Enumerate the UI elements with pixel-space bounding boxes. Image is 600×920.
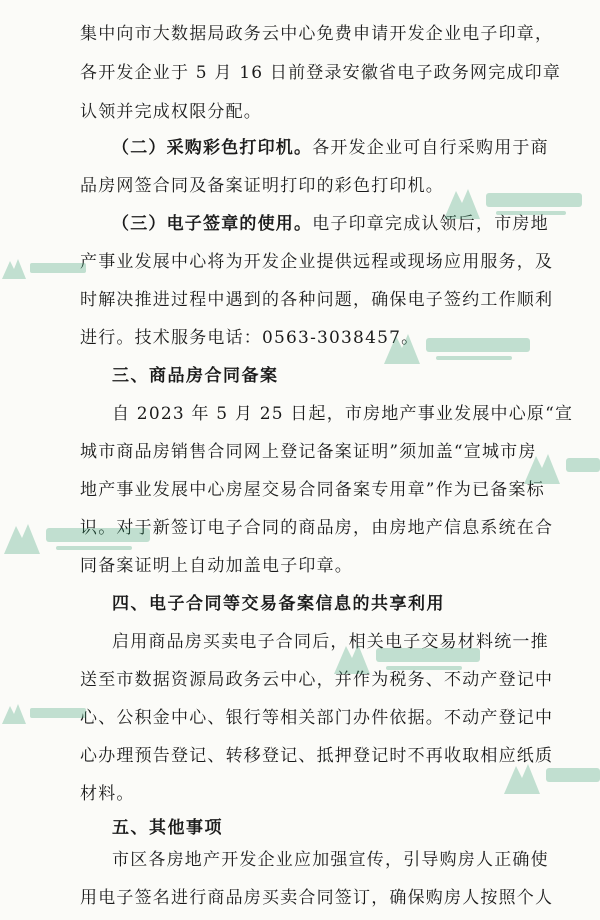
paragraph-line: 用电子签名进行商品房买卖合同签订，确保购房人按照个人 [80, 888, 554, 908]
paragraph-line: 城市商品房销售合同网上登记备案证明”须加盖“宣城市房 [80, 442, 537, 462]
section-lead: （三）电子签章的使用。 [112, 214, 313, 234]
section-heading: 三、商品房合同备案 [112, 366, 279, 386]
section-heading: 四、电子合同等交易备案信息的共享利用 [112, 594, 445, 614]
section-heading: 五、其他事项 [112, 818, 223, 838]
paragraph-line: 材料。 [80, 784, 135, 804]
paragraph-line: 品房网签合同及备案证明打印的彩色打印机。 [80, 176, 444, 196]
paragraph-line: 产事业发展中心将为开发企业提供远程或现场应用服务，及 [80, 252, 554, 272]
paragraph-line: （三）电子签章的使用。电子印章完成认领后，市房地 [112, 214, 549, 234]
paragraph-line: 启用商品房买卖电子合同后，相关电子交易材料统一推 [112, 632, 549, 652]
watermark-logo [0, 700, 90, 728]
section-lead: （二）采购彩色打印机。 [112, 138, 313, 158]
paragraph-line: 时解决推进过程中遇到的各种问题，确保电子签约工作顺利 [80, 290, 554, 310]
paragraph-line: 心、公积金中心、银行等相关部门办件依据。不动产登记中 [80, 708, 554, 728]
paragraph-line: 同备案证明上自动加盖电子印章。 [80, 556, 353, 576]
paragraph-line: 各开发企业于 5 月 16 日前登录安徽省电子政务网完成印章 [80, 63, 562, 83]
watermark-logo [0, 255, 90, 283]
paragraph-line: 进行。技术服务电话：0563-3038457。 [80, 328, 420, 348]
paragraph-line: 自 2023 年 5 月 25 日起，市房地产事业发展中心原“宣 [112, 404, 574, 424]
paragraph-line: 送至市数据资源局政务云中心，并作为税务、不动产登记中 [80, 670, 554, 690]
paragraph-line: 市区各房地产开发企业应加强宣传，引导购房人正确使 [112, 850, 549, 870]
paragraph-line: （二）采购彩色打印机。各开发企业可自行采购用于商 [112, 138, 549, 158]
paragraph-line: 集中向市大数据局政务云中心免费申请开发企业电子印章， [80, 24, 554, 44]
paragraph-line: 认领并完成权限分配。 [80, 102, 262, 122]
paragraph-line: 心办理预告登记、转移登记、抵押登记时不再收取相应纸质 [80, 746, 554, 766]
paragraph-line: 识。对于新签订电子合同的商品房，由房地产信息系统在合 [80, 518, 554, 538]
paragraph-line: 地产事业发展中心房屋交易合同备案专用章”作为已备案标 [80, 480, 545, 500]
